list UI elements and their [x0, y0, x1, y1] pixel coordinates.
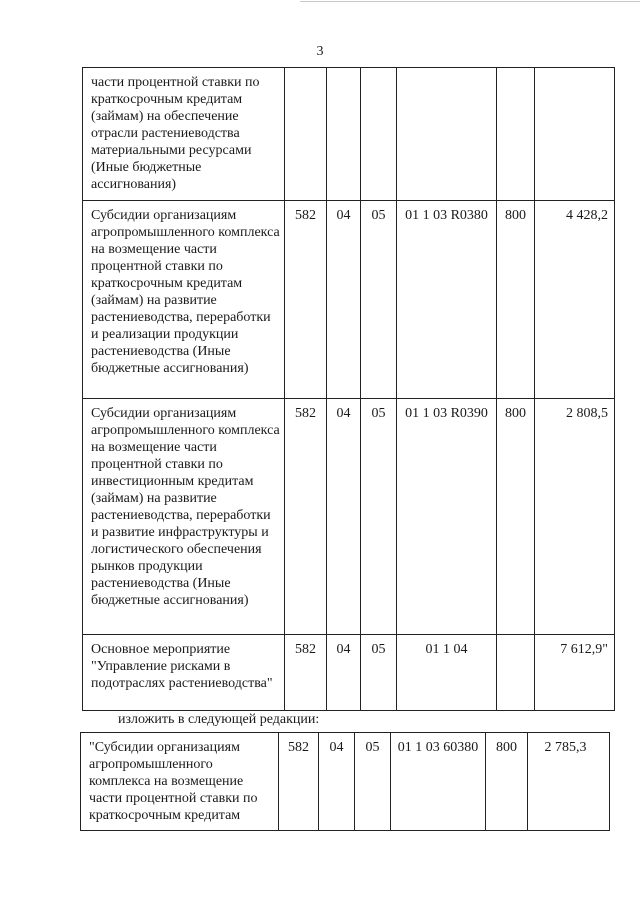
subsection-code-cell: 05 [355, 733, 391, 831]
expense-name-cell: части процентной ставки по краткосрочным кредитам (займам) на обеспечение отрасли растениеводства материальными ресурсами (Иные бюджетные ассигнования) [83, 68, 285, 201]
subsection-code-cell: 05 [361, 635, 397, 711]
target-article-cell: 01 1 03 R0380 [397, 201, 497, 399]
target-article-cell: 01 1 03 R0390 [397, 399, 497, 635]
section-code-cell: 04 [327, 399, 361, 635]
ministry-code-cell [285, 68, 327, 201]
amount-cell: 2 785,3 [528, 733, 610, 831]
section-code-cell [327, 68, 361, 201]
ministry-code-cell: 582 [285, 399, 327, 635]
section-code-cell: 04 [319, 733, 355, 831]
table-row [83, 399, 615, 635]
amount-cell [535, 68, 615, 201]
amount-cell: 7 612,9" [535, 635, 615, 711]
expense-name-cell: Субсидии организациям агропромышленного комплекса на возмещение части процентной ставки по краткосрочным кредитам (займам) на развитие растениеводства, переработки и реализации продукции растениеводства (Иные бюджетные ассигнования) [83, 201, 285, 399]
table-row [83, 68, 615, 201]
section-code-cell: 04 [327, 635, 361, 711]
amended-budget-table [80, 732, 610, 831]
expense-name-cell: "Субсидии организациям агропромышленного комплекса на возмещение части процентной ставки по краткосрочным кредитам [81, 733, 279, 831]
amendment-instruction: изложить в следующей редакции: [118, 712, 320, 727]
expense-name-cell: Субсидии организациям агропромышленного комплекса на возмещение части процентной ставки по инвестиционным кредитам (займам) на развитие растениеводства, переработки и развитие инфраструктуры и логистического обеспечения рынков продукции растениеводства (Иные бюджетные ассигнования) [83, 399, 285, 635]
page-number: 3 [316, 44, 324, 59]
table-row [81, 733, 610, 831]
top-rule [300, 1, 640, 2]
ministry-code-cell: 582 [285, 635, 327, 711]
budget-table [82, 67, 615, 711]
subsection-code-cell: 05 [361, 399, 397, 635]
table-row [83, 201, 615, 399]
target-article-cell [397, 68, 497, 201]
target-article-cell: 01 1 04 [397, 635, 497, 711]
expense-name-cell: Основное мероприятие "Управление рисками в подотраслях растениеводства" [83, 635, 285, 711]
ministry-code-cell: 582 [285, 201, 327, 399]
table-row [83, 635, 615, 711]
section-code-cell: 04 [327, 201, 361, 399]
expense-type-cell: 800 [486, 733, 528, 831]
expense-type-cell: 800 [497, 201, 535, 399]
expense-type-cell: 800 [497, 399, 535, 635]
ministry-code-cell: 582 [279, 733, 319, 831]
target-article-cell: 01 1 03 60380 [391, 733, 486, 831]
subsection-code-cell [361, 68, 397, 201]
expense-type-cell [497, 635, 535, 711]
expense-type-cell [497, 68, 535, 201]
amount-cell: 2 808,5 [535, 399, 615, 635]
amount-cell: 4 428,2 [535, 201, 615, 399]
subsection-code-cell: 05 [361, 201, 397, 399]
